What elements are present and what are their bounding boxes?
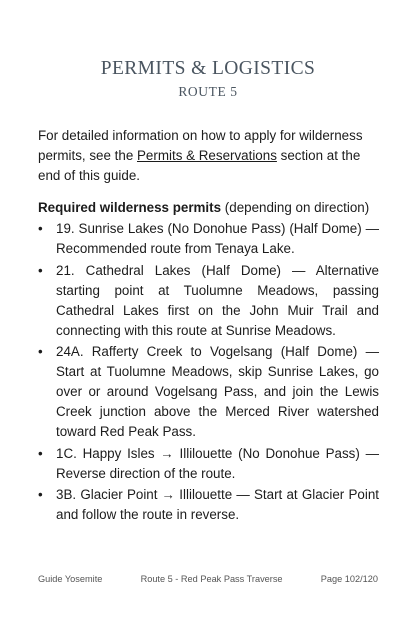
permits-reservations-link[interactable]: Permits & Reservations (137, 148, 277, 163)
bullet: • (38, 344, 43, 359)
page-subtitle: ROUTE 5 (178, 84, 238, 99)
list-item (38, 261, 379, 341)
page-title: PERMITS & LOGISTICS (100, 58, 316, 79)
list-item-text: 1C. Happy Isles → Illilouette (No Donohue Pass) — Reverse direction of the route. (56, 445, 379, 481)
footer-route-name: Route 5 - Red Peak Pass Traverse (140, 574, 283, 584)
intro-paragraph (38, 126, 378, 186)
bullet: • (38, 445, 43, 461)
required-permits-note: (depending on direction) (221, 200, 370, 215)
footer-page-number: Page 102/120 (320, 574, 378, 584)
intro-text-before: For detailed information on how to apply for wilderness permits, see the (38, 128, 363, 163)
list-item-text: 3B. Glacier Point → Illilouette — Start at Glacier Point and follow the route in reverse. (56, 487, 379, 522)
list-item (38, 444, 379, 484)
list-item-text: 19. Sunrise Lakes (No Donohue Pass) (Half Dome) — Recommended route from Tenaya Lake. (56, 221, 379, 256)
page-footer (38, 574, 378, 584)
bullet: • (38, 262, 43, 278)
footer-guide-name: Guide Yosemite (38, 574, 103, 584)
bullet: • (38, 487, 43, 502)
required-permits-heading-line (38, 198, 383, 218)
permits-list (38, 219, 379, 527)
list-item (38, 219, 379, 259)
list-item-text: 21. Cathedral Lakes (Half Dome) — Alternative starting point at Tuolumne Meadows, passing Cathedral Lakes first on the John Muir Trail and connecting with this route at Sunrise Meadows. (56, 262, 379, 338)
list-item (38, 485, 379, 525)
list-item-text: 24A. Rafferty Creek to Vogelsang (Half Dome) — Start at Tuolumne Meadows, skip Sunrise Lakes, go over or around Vogelsang Pass, and join the Lewis Creek junction above the Merced River watershed toward Red Peak Pass. (56, 344, 379, 439)
bullet: • (38, 221, 43, 236)
required-permits-heading: Required wilderness permits (38, 200, 222, 215)
list-item (38, 342, 379, 442)
intro-text-after: section at the end of this guide. (38, 148, 361, 183)
